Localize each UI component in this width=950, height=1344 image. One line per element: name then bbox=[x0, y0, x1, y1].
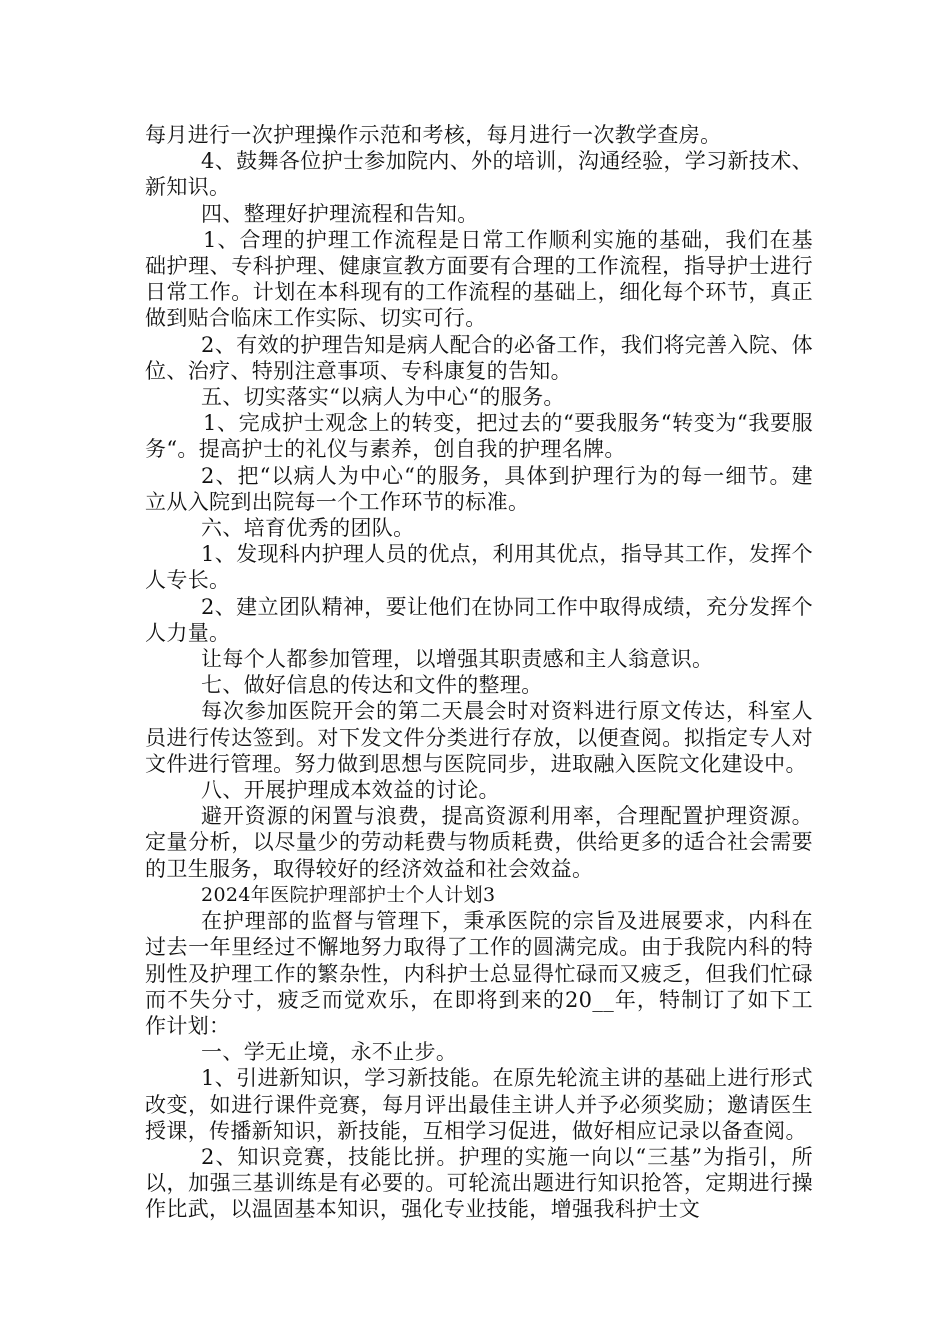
section-heading: 五、切实落实“以病人为中心“的服务。 bbox=[201, 385, 565, 410]
paragraph: 1、完成护士观念上的转变，把过去的“要我服务“转变为“我要服务“。提高护士的礼仪与素养，创自我的护理名牌。 bbox=[145, 411, 813, 462]
paragraph: 让每个人都参加管理，以增强其职责感和主人翁意识。 bbox=[201, 647, 714, 672]
paragraph: 2、建立团队精神，要让他们在协同工作中取得成绩，充分发挥个人力量。 bbox=[145, 594, 813, 645]
paragraph: 2、知识竞赛，技能比拼。护理的实施一向以“三基”为指引，所以，加强三基训练是有必要的。可轮流出题进行知识抢答，定期进行操作比武，以温固基本知识，强化专业技能，增强我科护士文 bbox=[145, 1144, 813, 1222]
paragraph: 1、合理的护理工作流程是日常工作顺利实施的基础，我们在基础护理、专科护理、健康宣教方面要有合理的工作流程，指导护士进行日常工作。计划在本科现有的工作流程的基础上，细化每个环节，真正做到贴合临床工作实际、切实可行。 bbox=[145, 227, 813, 331]
paragraph: 避开资源的闲置与浪费，提高资源利用率，合理配置护理资源。定量分析，以尽量少的劳动耗费与物质耗费，供给更多的适合社会需要的卫生服务，取得较好的经济效益和社会效益。 bbox=[145, 804, 813, 881]
paragraph: 在护理部的监督与管理下，秉承医院的宗旨及进展要求，内科在过去一年里经过不懈地努力取得了工作的圆满完成。由于我院内科的特别性及护理工作的繁杂性，内科护士总显得忙碌而又疲乏，但我们忙碌而不失分寸，疲乏而觉欢乐，在即将到来的20__年，特制订了如下工作计划： bbox=[145, 909, 813, 1038]
section-heading: 六、培育优秀的团队。 bbox=[201, 516, 415, 541]
paragraph: 2、把“以病人为中心“的服务，具体到护理行为的每一细节。建立从入院到出院每一个工作环节的标准。 bbox=[145, 463, 813, 514]
section-heading: 四、整理好护理流程和告知。 bbox=[201, 201, 479, 226]
document-subtitle: 2024年医院护理部护士个人计划3 bbox=[201, 883, 496, 906]
paragraph: 2、有效的护理告知是病人配合的必备工作，我们将完善入院、体位、治疗、特别注意事项、专科康复的告知。 bbox=[145, 332, 813, 383]
section-heading: 八、开展护理成本效益的讨论。 bbox=[201, 778, 500, 803]
paragraph: 每次参加医院开会的第二天晨会时对资料进行原文传达，科室人员进行传达签到。对下发文件分类进行存放，以便查阅。拟指定专人对文件进行管理。努力做到思想与医院同步，进取融入医院文化建设中。 bbox=[145, 699, 813, 776]
paragraph: 1、引进新知识，学习新技能。在原先轮流主讲的基础上进行形式改变，如进行课件竞赛，每月评出最佳主讲人并予必须奖励；邀请医生授课，传播新知识，新技能，互相学习促进，做好相应记录以备查阅。 bbox=[145, 1066, 813, 1143]
paragraph: 1、发现科内护理人员的优点，利用其优点，指导其工作，发挥个人专长。 bbox=[145, 542, 813, 593]
section-heading: 一、学无止境，永不止步。 bbox=[201, 1040, 458, 1065]
paragraph: 每月进行一次护理操作示范和考核，每月进行一次教学查房。 bbox=[145, 123, 722, 147]
document-body bbox=[145, 122, 813, 1223]
paragraph: 4、鼓舞各位护士参加院内、外的培训，沟通经验，学习新技术、新知识。 bbox=[145, 149, 813, 200]
section-heading: 七、做好信息的传达和文件的整理。 bbox=[201, 673, 543, 698]
